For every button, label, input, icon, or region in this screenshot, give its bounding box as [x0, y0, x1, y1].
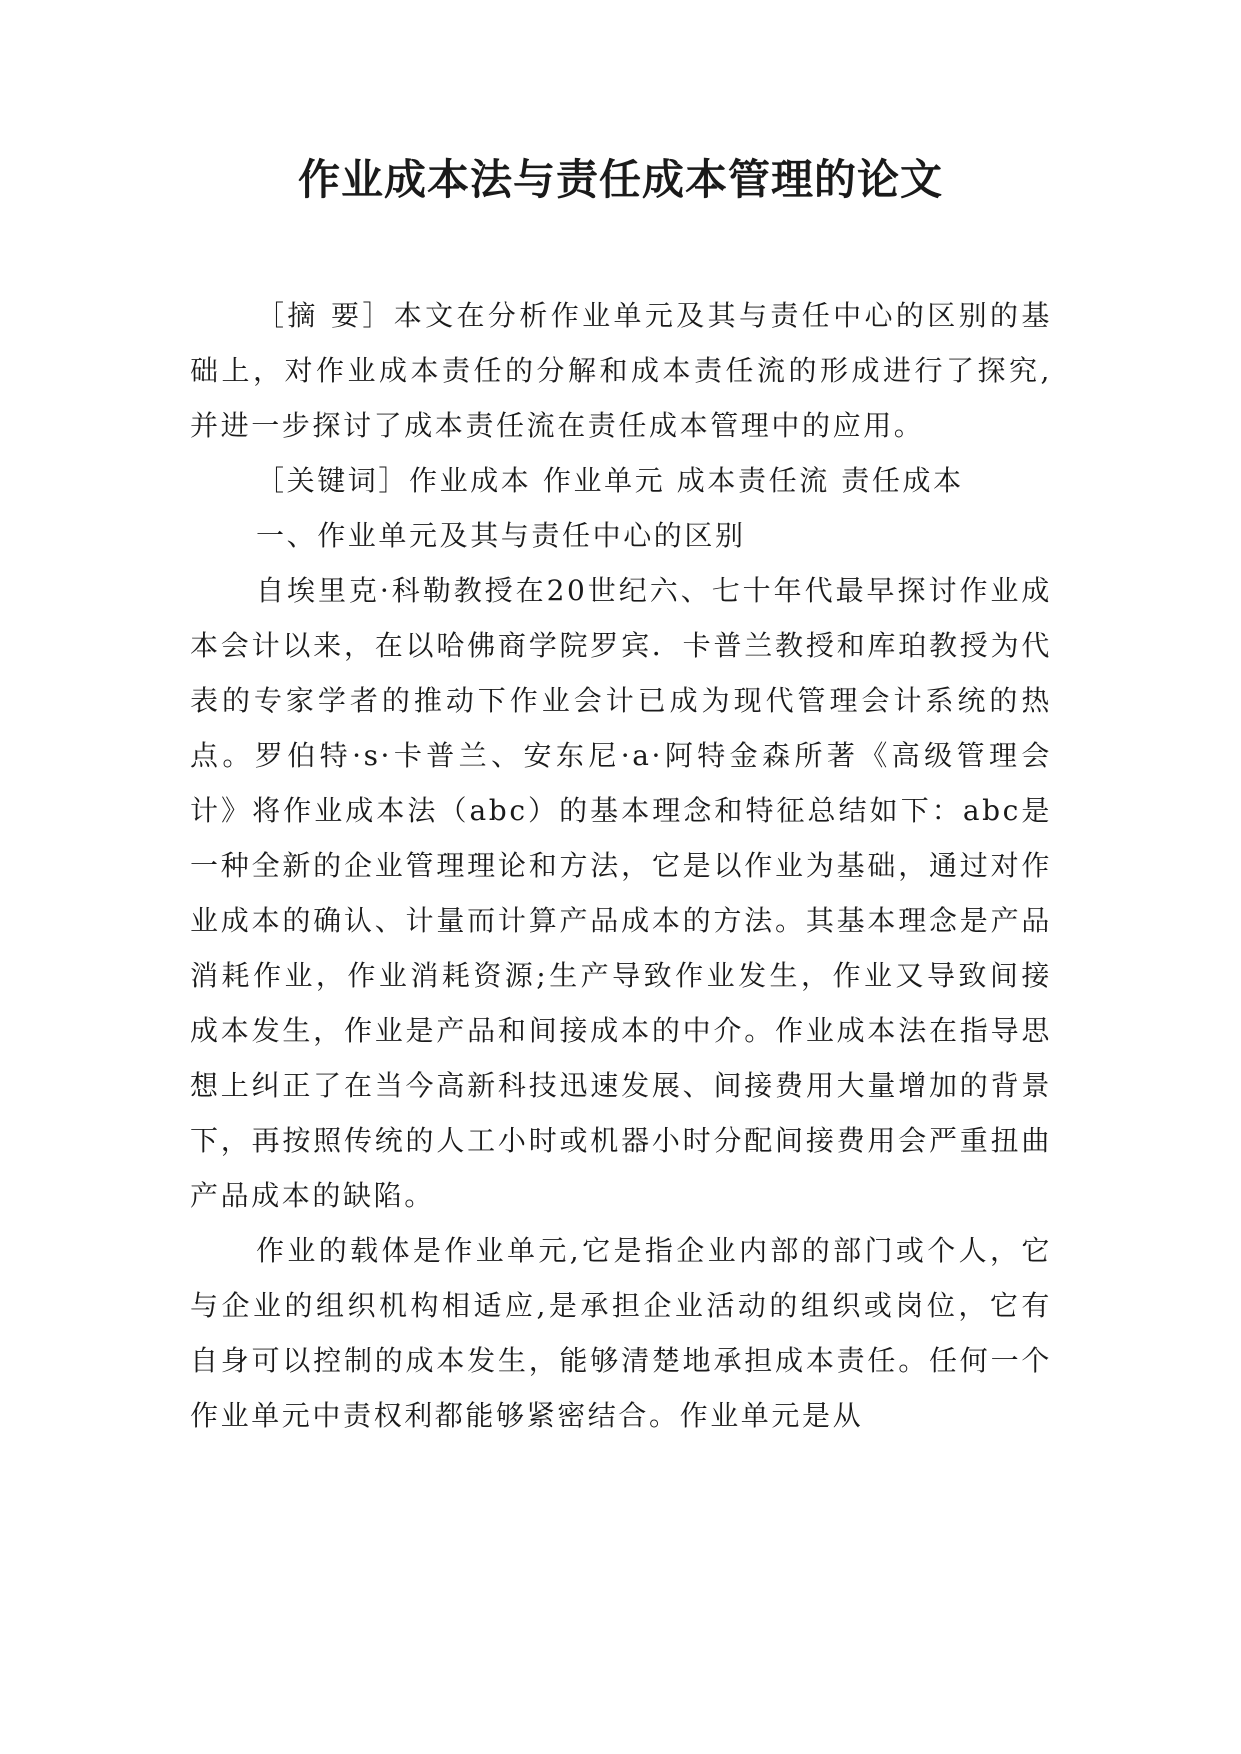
document-title: 作业成本法与责任成本管理的论文	[297, 155, 943, 204]
document-body	[190, 288, 1052, 1443]
keywords-paragraph: ［关键词］作业成本 作业单元 成本责任流 责任成本	[256, 464, 964, 497]
section-heading: 一、作业单元及其与责任中心的区别	[256, 519, 746, 552]
abstract-paragraph: ［摘 要］本文在分析作业单元及其与责任中心的区别的基础上，对作业成本责任的分解和成本责任流的形成进行了探究,并进一步探讨了成本责任流在责任成本管理中的应用。	[190, 299, 1052, 442]
body-paragraph: 自埃里克·科勒教授在20世纪六、七十年代最早探讨作业成本会计以来，在以哈佛商学院罗宾．卡普兰教授和库珀教授为代表的专家学者的推动下作业会计已成为现代管理会计系统的热点。罗伯特·s·卡普兰、安东尼·a·阿特金森所著《高级管理会计》将作业成本法（abc）的基本理念和特征总结如下：abc是一种全新的企业管理理论和方法，它是以作业为基础，通过对作业成本的确认、计量而计算产品成本的方法。其基本理念是产品消耗作业，作业消耗资源;生产导致作业发生，作业又导致间接成本发生，作业是产品和间接成本的中介。作业成本法在指导思想上纠正了在当今高新科技迅速发展、间接费用大量增加的背景下，再按照传统的人工小时或机器小时分配间接费用会严重扭曲产品成本的缺陷。	[190, 574, 1052, 1212]
body-paragraph: 作业的载体是作业单元,它是指企业内部的部门或个人，它与企业的组织机构相适应,是承担企业活动的组织或岗位，它有自身可以控制的成本发生，能够清楚地承担成本责任。任何一个作业单元中责权利都能够紧密结合。作业单元是从	[190, 1234, 1052, 1432]
